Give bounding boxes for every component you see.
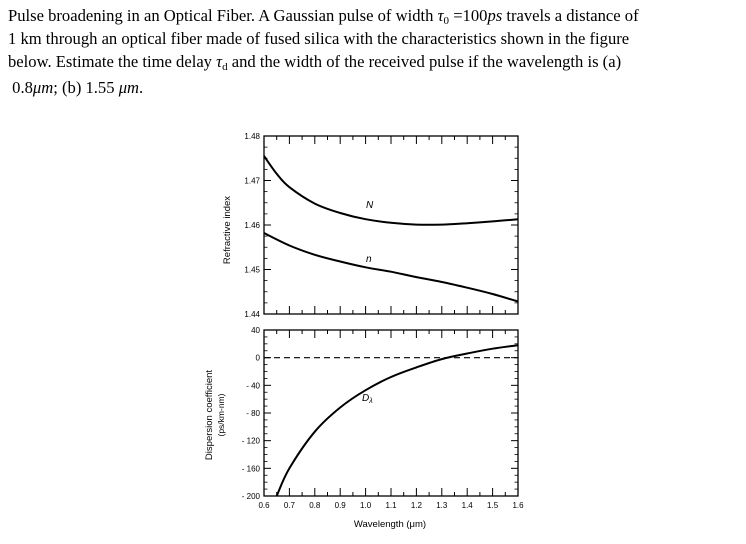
problem-line-3-start: below. Estimate the time delay (8, 52, 212, 71)
problem-intro: A Gaussian pulse of width (258, 6, 434, 25)
plot-frame (264, 136, 518, 314)
case-b-end: . (139, 78, 144, 97)
y-tick-label: 1.47 (244, 176, 260, 186)
curve-label-D-main: D (362, 393, 370, 404)
y-tick-label: 1.44 (244, 310, 260, 319)
refractive-index-panel (244, 132, 518, 319)
problem-line-3-end: and the width of the received pulse if the wavelength is (a) (231, 52, 622, 71)
case-a-value: 0.8 (12, 78, 33, 97)
tau0-symbol: τ (437, 6, 444, 25)
y-tick-label: 1.46 (244, 221, 260, 230)
bottom-y-axis-label-line2: (ps/km-nm) (216, 393, 226, 437)
x-axis-label: Wavelength (μm) (353, 519, 427, 530)
y-tick-label: - 120 (241, 436, 260, 446)
curve-label-D (362, 393, 373, 405)
x-tick-label: 1.6 (512, 501, 524, 510)
dispersion-panel (242, 326, 524, 510)
y-tick-label: 1.45 (244, 265, 260, 275)
y-tick-label: - 40 (246, 381, 260, 391)
y-tick-label: 0 (255, 353, 260, 363)
x-tick-label: 1.0 (360, 501, 372, 510)
x-tick-label: 1.1 (385, 501, 397, 510)
y-tick-label: 1.48 (244, 132, 260, 141)
x-tick-label: 0.8 (309, 501, 321, 510)
series-curve-Dλ (277, 345, 518, 496)
x-tick-label: 1.5 (487, 501, 499, 510)
taud-symbol: τ (216, 52, 223, 71)
curve-label-D-sub: λ (369, 398, 373, 405)
case-b-unit: μm (118, 78, 140, 97)
x-tick-label: 0.9 (334, 501, 346, 510)
x-tick-label: 1.4 (461, 501, 473, 510)
x-tick-label: 1.3 (436, 501, 448, 510)
y-tick-label: - 160 (241, 464, 260, 474)
tau0-subscript: 0 (443, 15, 450, 27)
curve-label-n: n (366, 254, 372, 265)
case-a-unit: μm (32, 78, 54, 97)
problem-line-2: 1 km through an optical fiber made of fused silica with the characteristics shown in the figure (8, 29, 630, 48)
y-tick-label: - 80 (246, 409, 260, 418)
x-tick-label: 1.2 (410, 501, 422, 510)
top-y-axis-label: Refractive index (222, 195, 233, 265)
problem-intro-end: travels a distance of (506, 6, 639, 25)
taud-subscript: d (222, 61, 228, 73)
curve-label-N: N (366, 200, 374, 211)
tau0-value: =100 (453, 6, 488, 25)
tau0-unit: ps (487, 6, 503, 25)
plot-frame (264, 330, 518, 496)
series-curve-n (264, 233, 518, 302)
case-b-label: ; (b) 1.55 (53, 78, 115, 97)
x-tick-label: 0.6 (258, 501, 270, 510)
bottom-y-axis-label-line1: Dispersion coefficient (204, 369, 215, 461)
x-tick-label: 0.7 (283, 501, 295, 510)
y-tick-label: 40 (251, 326, 260, 335)
series-curve-N (264, 156, 518, 225)
problem-title: Pulse broadening in an Optical Fiber. (8, 6, 256, 25)
y-tick-label: - 200 (241, 492, 260, 501)
